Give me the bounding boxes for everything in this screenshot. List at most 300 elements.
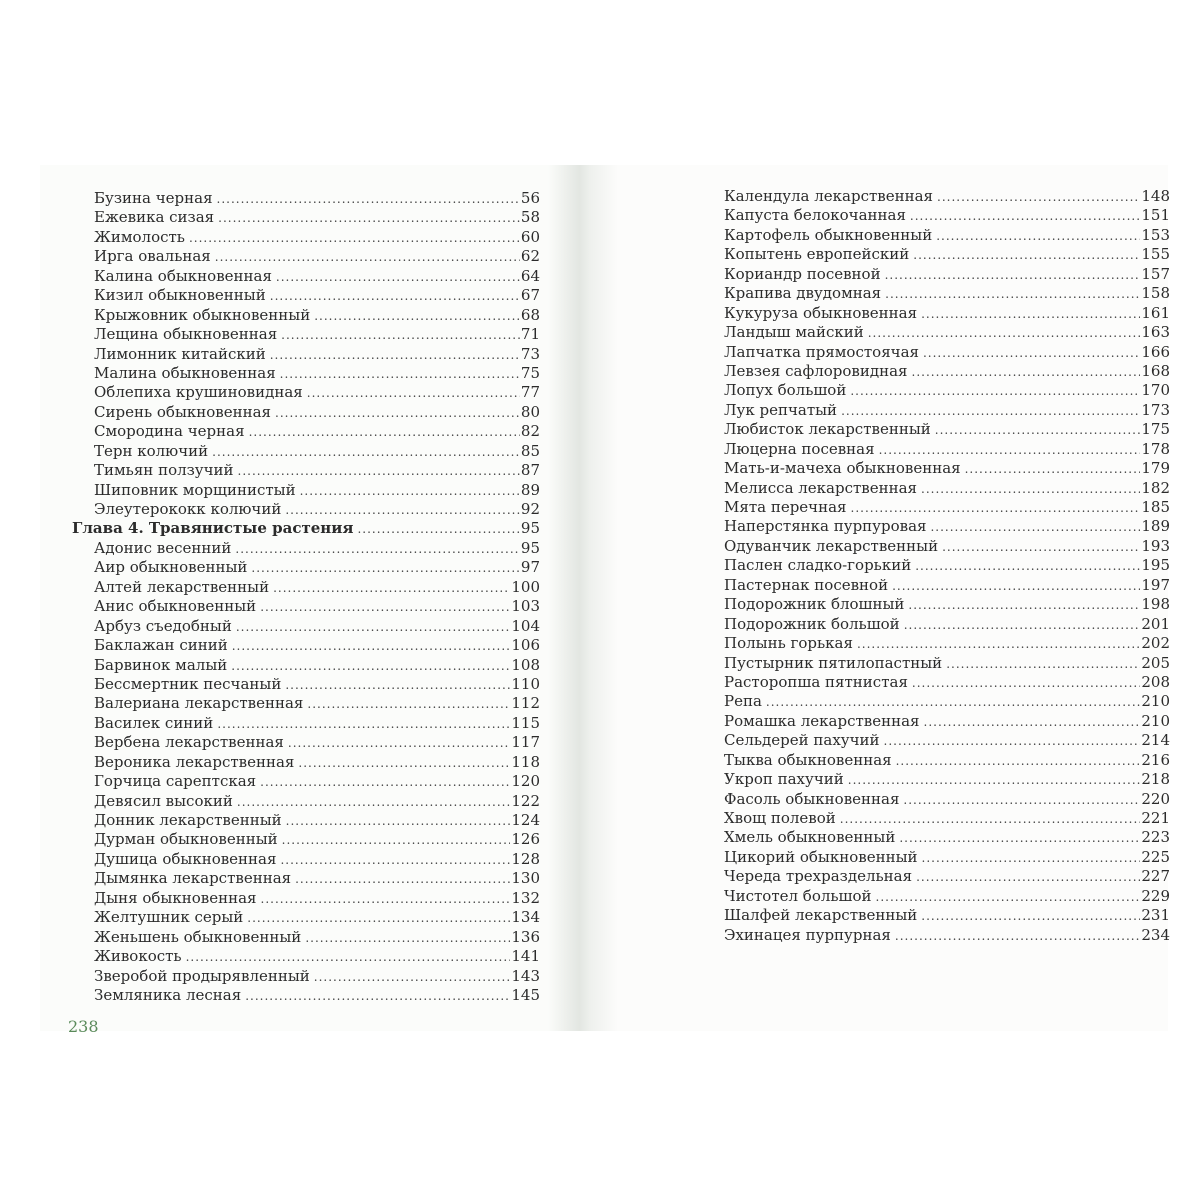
toc-entry: [724, 556, 1170, 575]
toc-dot-leader: [280, 365, 520, 384]
toc-entry-page: 75: [520, 363, 540, 382]
toc-entry: [724, 692, 1170, 711]
toc-entry: [724, 634, 1170, 653]
toc-entry: [72, 811, 540, 830]
toc-entry-page: 103: [511, 597, 540, 616]
toc-entry: [724, 751, 1170, 770]
toc-dot-leader: [884, 732, 1141, 751]
toc-dot-leader: [231, 657, 510, 676]
toc-entry: [72, 753, 540, 772]
toc-entry-page: 68: [520, 305, 540, 324]
toc-dot-leader: [186, 948, 511, 967]
toc-dot-leader: [236, 618, 511, 637]
toc-entry: [724, 362, 1170, 381]
toc-entry: [724, 576, 1170, 595]
toc-entry-title: Паслен сладко-горький: [724, 556, 912, 575]
toc-dot-leader: [275, 404, 520, 423]
toc-entry: [72, 792, 540, 811]
toc-entry: [724, 731, 1170, 750]
toc-entry: [72, 500, 540, 519]
toc-entry-page: 182: [1141, 478, 1170, 497]
toc-dot-leader: [895, 927, 1140, 946]
toc-entry: [724, 498, 1170, 517]
toc-entry: [72, 267, 540, 286]
toc-entry-page: 115: [511, 713, 540, 732]
toc-entry-title: Мать-и-мачеха обыкновенная: [724, 459, 961, 478]
toc-entry-title: Зверобой продырявленный: [94, 966, 310, 985]
toc-entry: [724, 615, 1170, 634]
toc-entry-title: Пустырник пятилопастный: [724, 653, 943, 672]
toc-entry-title: Смородина черная: [94, 422, 245, 441]
toc-dot-leader: [935, 421, 1141, 440]
toc-entry-page: 210: [1141, 692, 1170, 711]
toc-entry: [724, 381, 1170, 400]
toc-entry: [72, 345, 540, 364]
toc-entry-page: 178: [1141, 439, 1170, 458]
toc-dot-leader: [946, 655, 1140, 674]
toc-entry-title: Алтей лекарственный: [94, 577, 270, 596]
toc-entry: [724, 809, 1170, 828]
toc-dot-leader: [270, 287, 520, 306]
toc-entry-page: 106: [511, 636, 540, 655]
toc-dot-leader: [237, 793, 510, 812]
toc-entry-title: Репа: [724, 692, 762, 711]
toc-entry-page: 132: [511, 888, 540, 907]
toc-entry-title: Копытень европейский: [724, 245, 910, 264]
toc-entry: [72, 228, 540, 247]
toc-dot-leader: [298, 754, 510, 773]
toc-entry-page: 130: [511, 869, 540, 888]
toc-entry: [72, 403, 540, 422]
toc-dot-leader: [851, 499, 1141, 518]
toc-entry-title: Арбуз съедобный: [94, 616, 232, 635]
toc-entry-page: 112: [511, 694, 540, 713]
toc-dot-leader: [766, 693, 1140, 712]
toc-entry-title: Донник лекарственный: [94, 811, 282, 829]
toc-entry: [72, 597, 540, 616]
toc-entry-page: 179: [1141, 459, 1170, 478]
toc-left-column: [72, 189, 540, 1005]
toc-entry-title: Расторопша пятнистая: [724, 672, 908, 691]
toc-entry-title: Адонис весенний: [94, 538, 232, 557]
toc-entry: [72, 364, 540, 383]
toc-entry: [724, 459, 1170, 478]
toc-entry-page: 218: [1141, 770, 1170, 789]
toc-entry: [724, 848, 1170, 867]
toc-dot-leader: [314, 968, 511, 987]
toc-entry-title: Капуста белокочанная: [724, 206, 906, 225]
toc-dot-leader: [904, 616, 1141, 635]
right-page: [582, 165, 1168, 1031]
toc-entry-page: 92: [520, 500, 540, 518]
toc-dot-leader: [913, 246, 1140, 265]
toc-entry-title: Фасоль обыкновенная: [724, 789, 900, 808]
toc-entry-page: 145: [511, 985, 540, 1004]
toc-entry-title: Лимонник китайский: [94, 344, 266, 363]
toc-dot-leader: [930, 518, 1140, 537]
toc-entry-title: Мята перечная: [724, 498, 847, 516]
toc-entry: [72, 208, 540, 227]
toc-entry-page: 170: [1141, 381, 1170, 400]
toc-entry-page: 56: [520, 189, 540, 207]
toc-entry-title: Лещина обыкновенная: [94, 325, 278, 344]
toc-entry: [724, 440, 1170, 459]
toc-entry-title: Хвощ полевой: [724, 809, 836, 827]
toc-dot-leader: [924, 713, 1141, 732]
toc-entry-title: Сирень обыкновенная: [94, 402, 272, 421]
toc-entry-page: 128: [511, 849, 540, 868]
toc-entry-title: Василек синий: [94, 713, 214, 732]
toc-dot-leader: [273, 579, 510, 598]
toc-entry-title: Эхинацея пурпурная: [724, 925, 891, 944]
toc-dot-leader: [923, 344, 1140, 363]
toc-entry-title: Полынь горькая: [724, 634, 853, 653]
toc-entry-title: Шиповник морщинистый: [94, 480, 296, 499]
toc-dot-leader: [942, 538, 1140, 557]
toc-entry: [72, 656, 540, 675]
toc-dot-leader: [282, 831, 511, 850]
toc-dot-leader: [915, 557, 1140, 576]
toc-entry: [724, 712, 1170, 731]
toc-entry-page: 100: [511, 577, 540, 596]
toc-entry-title: Анис обыкновенный: [94, 597, 257, 616]
toc-entry-title: Калина обыкновенная: [94, 266, 272, 285]
toc-entry-page: 210: [1141, 711, 1170, 730]
toc-entry: [72, 908, 540, 927]
toc-entry: [724, 537, 1170, 556]
toc-entry-title: Картофель обыкновенный: [724, 225, 933, 244]
book-spread: [40, 165, 1170, 1036]
toc-entry-title: Бессмертник песчаный: [94, 674, 282, 693]
toc-entry-page: 117: [511, 733, 540, 752]
toc-entry-title: Ландыш майский: [724, 323, 864, 342]
toc-entry-page: 216: [1141, 750, 1170, 769]
toc-entry-page: 141: [511, 947, 540, 966]
toc-dot-leader: [305, 929, 510, 948]
toc-entry-title: Ромашка лекарственная: [724, 711, 920, 730]
toc-entry-page: 134: [511, 908, 540, 927]
toc-entry: [724, 790, 1170, 809]
toc-entry-title: Валериана лекарственная: [94, 694, 304, 713]
toc-entry: [72, 481, 540, 500]
toc-dot-leader: [217, 190, 520, 209]
toc-entry-title: Ирга овальная: [94, 247, 211, 266]
toc-dot-leader: [307, 384, 520, 403]
toc-entry: [724, 770, 1170, 789]
toc-entry-title: Кизил обыкновенный: [94, 286, 266, 305]
toc-entry: [72, 869, 540, 888]
toc-entry-page: 95: [520, 538, 540, 557]
toc-entry-page: 118: [511, 752, 540, 771]
toc-entry: [72, 714, 540, 733]
toc-entry: [724, 517, 1170, 536]
toc-dot-leader: [937, 188, 1140, 207]
toc-entry-title: Подорожник блошный: [724, 595, 905, 614]
toc-entry-title: Ежевика сизая: [94, 208, 215, 227]
toc-entry-page: 161: [1141, 303, 1170, 322]
toc-dot-leader: [212, 443, 520, 462]
toc-entry-page: 193: [1141, 536, 1170, 555]
toc-entry-page: 58: [520, 208, 540, 227]
toc-dot-leader: [922, 849, 1141, 868]
toc-entry-title: Лук репчатый: [724, 400, 838, 419]
toc-dot-leader: [840, 810, 1141, 829]
toc-entry-page: 168: [1141, 361, 1170, 380]
toc-entry: [72, 558, 540, 577]
toc-entry-page: 60: [520, 227, 540, 246]
toc-entry: [72, 306, 540, 325]
toc-entry-title: Кукуруза обыкновенная: [724, 303, 918, 322]
toc-entry-page: 198: [1141, 595, 1170, 614]
toc-dot-leader: [247, 909, 510, 928]
toc-entry: [72, 733, 540, 752]
toc-entry-title: Жимолость: [94, 227, 185, 246]
toc-entry: [72, 694, 540, 713]
toc-entry-page: 104: [511, 616, 540, 635]
toc-entry-page: 225: [1141, 847, 1170, 866]
toc-dot-leader: [314, 307, 520, 326]
toc-dot-leader: [876, 888, 1141, 907]
toc-entry-page: 85: [520, 441, 540, 460]
toc-entry: [72, 928, 540, 947]
toc-entry-title: Крыжовник обыкновенный: [94, 305, 311, 324]
toc-entry-title: Лапчатка прямостоячая: [724, 342, 919, 361]
toc-entry: [72, 947, 540, 966]
toc-entry-title: Пастернак посевной: [724, 575, 889, 594]
toc-entry-title: Дымянка лекарственная: [94, 869, 292, 888]
toc-entry: [724, 926, 1170, 945]
toc-entry: [72, 636, 540, 655]
toc-entry-title: Баклажан синий: [94, 636, 228, 655]
toc-dot-leader: [189, 229, 520, 248]
toc-dot-leader: [215, 248, 520, 267]
toc-entry: [72, 772, 540, 791]
toc-dot-leader: [245, 987, 510, 1006]
toc-entry-title: Подорожник большой: [724, 614, 900, 633]
toc-entry-page: 80: [520, 402, 540, 421]
toc-dot-leader: [281, 326, 520, 345]
toc-entry: [72, 247, 540, 266]
toc-entry-page: 108: [511, 655, 540, 674]
toc-dot-leader: [885, 266, 1141, 285]
toc-entry: [724, 887, 1170, 906]
toc-dot-leader: [965, 460, 1141, 479]
toc-entry-page: 195: [1141, 556, 1170, 575]
toc-entry-page: 64: [520, 266, 540, 285]
toc-dot-leader: [288, 734, 510, 753]
toc-entry: [72, 539, 540, 558]
toc-entry-page: 173: [1141, 400, 1170, 419]
toc-entry-page: 197: [1141, 575, 1170, 594]
toc-entry-title: Череда трехраздельная: [724, 867, 913, 886]
toc-dot-leader: [260, 598, 510, 617]
toc-entry-page: 214: [1141, 731, 1170, 750]
toc-entry-title: Барвинок малый: [94, 655, 228, 674]
toc-dot-leader: [879, 441, 1141, 460]
toc-entry: [724, 206, 1170, 225]
toc-entry-title: Наперстянка пурпуровая: [724, 517, 927, 536]
toc-dot-leader: [850, 382, 1140, 401]
toc-entry-title: Живокость: [94, 947, 182, 966]
toc-entry-page: 124: [511, 811, 540, 829]
toc-entry: [72, 675, 540, 694]
toc-dot-leader: [232, 637, 511, 656]
toc-entry: [72, 189, 540, 208]
toc-entry: [724, 343, 1170, 362]
toc-dot-leader: [249, 423, 520, 442]
toc-entry-title: Горчица сарептская: [94, 772, 257, 791]
toc-entry-page: 95: [520, 519, 540, 538]
toc-entry: [72, 850, 540, 869]
toc-entry-title: Облепиха крушиновидная: [94, 383, 303, 402]
toc-entry-title: Бузина черная: [94, 189, 213, 207]
toc-entry-title: Вероника лекарственная: [94, 752, 295, 771]
toc-entry-page: 158: [1141, 284, 1170, 303]
toc-entry-title: Дурман обыкновенный: [94, 830, 278, 849]
toc-entry: [724, 187, 1170, 206]
toc-dot-leader: [910, 207, 1140, 226]
toc-entry-page: 185: [1141, 498, 1170, 516]
toc-dot-leader: [868, 324, 1141, 343]
toc-dot-leader: [276, 268, 520, 287]
toc-entry-page: 122: [511, 791, 540, 810]
toc-entry: [72, 461, 540, 480]
toc-entry-title: Любисток лекарственный: [724, 420, 931, 439]
toc-entry-page: 163: [1141, 323, 1170, 342]
toc-entry: [72, 830, 540, 849]
toc-entry-title: Душица обыкновенная: [94, 849, 277, 868]
toc-dot-leader: [936, 227, 1140, 246]
toc-entry-title: Желтушник серый: [94, 908, 244, 927]
toc-entry-title: Глава 4. Травянистые растения: [72, 519, 354, 538]
toc-dot-leader: [300, 482, 520, 501]
toc-dot-leader: [903, 791, 1140, 810]
toc-entry: [72, 422, 540, 441]
toc-entry-title: Чистотел большой: [724, 886, 872, 905]
toc-entry-title: Хмель обыкновенный: [724, 828, 896, 847]
toc-dot-leader: [921, 907, 1140, 926]
toc-entry: [72, 286, 540, 305]
toc-dot-leader: [908, 596, 1140, 615]
toc-entry: [724, 828, 1170, 847]
toc-entry-page: 221: [1141, 809, 1170, 827]
toc-entry-title: Тыква обыкновенная: [724, 750, 892, 769]
toc-right-column: [724, 187, 1170, 945]
toc-entry-page: 73: [520, 344, 540, 363]
toc-dot-leader: [921, 480, 1140, 499]
toc-entry: [724, 304, 1170, 323]
toc-dot-leader: [899, 829, 1140, 848]
toc-dot-leader: [217, 715, 510, 734]
toc-entry: [724, 654, 1170, 673]
toc-entry-page: 155: [1141, 245, 1170, 264]
toc-entry-page: 208: [1141, 672, 1170, 691]
toc-entry-page: 175: [1141, 420, 1170, 439]
toc-entry: [724, 265, 1170, 284]
toc-dot-leader: [892, 577, 1140, 596]
toc-dot-leader: [841, 402, 1140, 421]
toc-entry: [724, 245, 1170, 264]
toc-entry: [72, 967, 540, 986]
toc-entry-page: 126: [511, 830, 540, 849]
toc-entry-page: 148: [1141, 187, 1170, 205]
toc-entry: [724, 906, 1170, 925]
toc-entry: [724, 420, 1170, 439]
toc-dot-leader: [295, 870, 510, 889]
left-page: [40, 165, 582, 1036]
toc-dot-leader: [357, 520, 519, 539]
toc-entry-title: Элеутерококк колючий: [94, 500, 282, 518]
toc-dot-leader: [848, 771, 1141, 790]
toc-entry-page: 62: [520, 247, 540, 266]
toc-dot-leader: [270, 346, 520, 365]
toc-entry-page: 201: [1141, 614, 1170, 633]
toc-entry-page: 71: [520, 325, 540, 344]
toc-entry-page: 229: [1141, 886, 1170, 905]
toc-entry-title: Левзея сафлоровидная: [724, 361, 908, 380]
toc-entry-page: 110: [511, 674, 540, 693]
toc-dot-leader: [285, 676, 510, 695]
toc-dot-leader: [261, 890, 511, 909]
toc-entry-page: 231: [1141, 906, 1170, 925]
toc-entry-title: Женьшень обыкновенный: [94, 927, 302, 946]
toc-entry-page: 97: [520, 558, 540, 577]
toc-entry-page: 189: [1141, 517, 1170, 536]
toc-entry-page: 77: [520, 383, 540, 402]
toc-entry-page: 220: [1141, 789, 1170, 808]
toc-entry-title: Кориандр посевной: [724, 264, 881, 283]
toc-entry-title: Лопух большой: [724, 381, 847, 400]
toc-entry-title: Аир обыкновенный: [94, 558, 248, 577]
toc-entry-title: Крапива двудомная: [724, 284, 882, 303]
toc-entry-title: Малина обыкновенная: [94, 363, 276, 382]
toc-chapter-heading: [72, 519, 540, 538]
toc-dot-leader: [921, 305, 1140, 324]
toc-dot-leader: [912, 674, 1140, 693]
toc-entry: [72, 617, 540, 636]
toc-entry-title: Мелисса лекарственная: [724, 478, 918, 497]
toc-entry-title: Сельдерей пахучий: [724, 731, 880, 750]
toc-entry: [724, 401, 1170, 420]
toc-entry-title: Шалфей лекарственный: [724, 906, 918, 925]
toc-entry-title: Девясил высокий: [94, 791, 233, 810]
toc-entry-title: Укроп пахучий: [724, 770, 844, 789]
toc-dot-leader: [285, 501, 520, 520]
toc-dot-leader: [885, 285, 1140, 304]
toc-entry-title: Люцерна посевная: [724, 439, 875, 458]
toc-entry-page: 143: [511, 966, 540, 985]
toc-entry-title: Одуванчик лекарственный: [724, 536, 939, 555]
toc-entry-page: 153: [1141, 225, 1170, 244]
toc-entry-title: Календула лекарственная: [724, 187, 934, 205]
toc-entry-page: 136: [511, 927, 540, 946]
toc-entry: [724, 595, 1170, 614]
toc-entry-page: 205: [1141, 653, 1170, 672]
toc-entry: [724, 226, 1170, 245]
toc-dot-leader: [896, 752, 1141, 771]
toc-entry: [724, 867, 1170, 886]
toc-dot-leader: [238, 462, 520, 481]
toc-entry: [724, 323, 1170, 342]
toc-dot-leader: [307, 695, 510, 714]
toc-entry-page: 166: [1141, 342, 1170, 361]
toc-entry-page: 202: [1141, 634, 1170, 653]
toc-entry-page: 234: [1141, 925, 1170, 944]
toc-entry: [72, 442, 540, 461]
toc-entry-page: 157: [1141, 264, 1170, 283]
toc-dot-leader: [916, 868, 1140, 887]
toc-entry: [72, 383, 540, 402]
